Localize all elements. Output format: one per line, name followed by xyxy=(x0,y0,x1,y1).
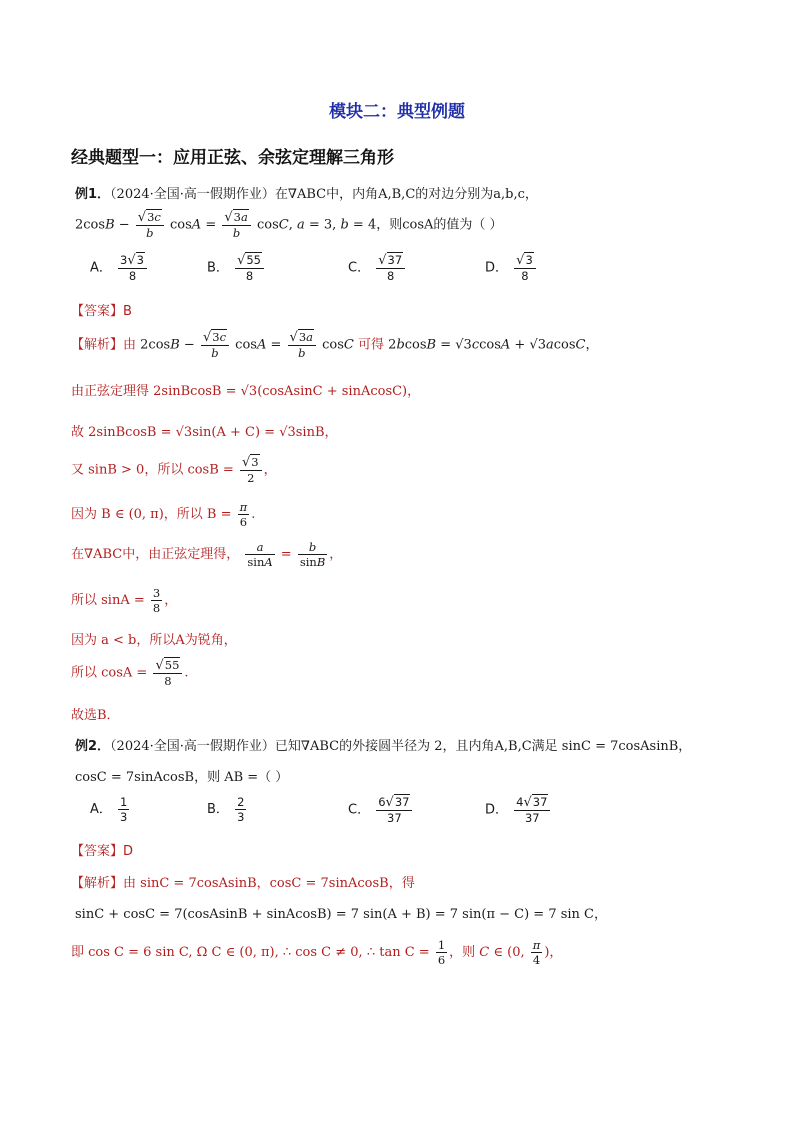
solution-1-line-7: 所以 sinA = $\frac{3}{8}$ ， xyxy=(71,586,178,615)
solution-1-line-1: 【解析】由 2cosB − $\frac{√3c}{b}$ cosA = $\frac{√3a}{b}$ cosC 可得 2bcosB = √3ccosA + √3acosC， xyxy=(71,330,599,360)
solution-2-line-1: 【解析】由 sinC = 7cosAsinB，cosC = 7sinAcosB，得 xyxy=(71,876,415,891)
option-d: D． $\frac{√3}{8}$ xyxy=(485,253,538,283)
solution-1-line-8: 因为 a < b，所以A为锐角， xyxy=(71,633,237,648)
stem-text: 在∇ABC中，内角A,B,C的对边分别为a,b,c， xyxy=(274,187,538,202)
example-1-equation: 2cosB − $\frac{√3c}{b}$ cosA = $\frac{√3a}{b}$ cosC, a = 3, b = 4，则cosA的值为（ ） xyxy=(75,210,503,240)
option-c: C． $\frac{√37}{8}$ xyxy=(348,253,407,283)
answer-1: 【答案】B xyxy=(71,304,132,319)
option-c: C． $\frac{6√37}{37}$ xyxy=(348,795,414,825)
source-note: （2024·全国·高一假期作业） xyxy=(110,187,275,202)
solution-1-line-2: 由正弦定理得 2sinBcosB = √3(cosAsinC + sinAcosC)， xyxy=(71,384,421,399)
solution-1-line-10: 故选B． xyxy=(71,708,120,723)
option-a: A． $\frac{3√3}{8}$ xyxy=(90,253,149,283)
example-2-stem xyxy=(75,735,691,754)
option-d: D． $\frac{4√37}{37}$ xyxy=(485,795,552,825)
answer-2: 【答案】D xyxy=(71,844,134,859)
example-label: 例1． xyxy=(75,187,111,202)
section-heading: 经典题型一：应用正弦、余弦定理解三角形 xyxy=(71,148,394,168)
stem-end: ，则cosA的值为（ ） xyxy=(376,217,503,233)
solution-1-line-6: 在∇ABC中，由正弦定理得， $\frac{a}{\sin A}$ = $\frac{b}{\sin B}$ ， xyxy=(71,540,343,569)
example-label: 例2． xyxy=(75,739,111,754)
solution-1-line-5: 因为 B ∈ (0, π)，所以 B = $\frac{\pi}{6}$ . xyxy=(71,500,256,529)
solution-1-line-9: 所以 cosA = $\frac{√55}{8}$ . xyxy=(71,658,189,688)
solution-1-line-4: 又 sinB > 0，所以 cosB = $\frac{√3}{2}$ ， xyxy=(71,455,277,485)
option-b: B． $\frac{√55}{8}$ xyxy=(207,253,266,283)
example-1-stem xyxy=(75,183,538,202)
solution-2-line-2: sinC + cosC = 7(cosAsinB + sinAcosB) = 7 sin(A + B) = 7 sin(π − C) = 7 sin C， xyxy=(75,907,608,922)
stem-text: 已知∇ABC的外接圆半径为 2，且内角A,B,C满足 sinC = 7cosAsinB， xyxy=(274,739,692,754)
page-title: 模块二：典型例题 xyxy=(329,102,465,122)
option-b: B． $\frac{2}{3}$ xyxy=(207,795,245,824)
solution-1-line-3: 故 2sinBcosB = √3sin(A + C) = √3sinB， xyxy=(71,425,338,440)
solution-2-line-3: 即 cos C = 6 sin C, Ω C ∈ (0, π), ∴ cos C ≠ 0, ∴ tan C = $\frac{1}{6}$ ，则 C ∈ (0, $\frac{\pi}{4}$ )， xyxy=(71,938,563,967)
option-a: A． $\frac{1}{3}$ xyxy=(90,795,128,824)
example-2-stem-2: cosC = 7sinAcosB，则 AB =（ ） xyxy=(75,770,289,785)
source-note: （2024·全国·高一假期作业） xyxy=(110,739,275,754)
